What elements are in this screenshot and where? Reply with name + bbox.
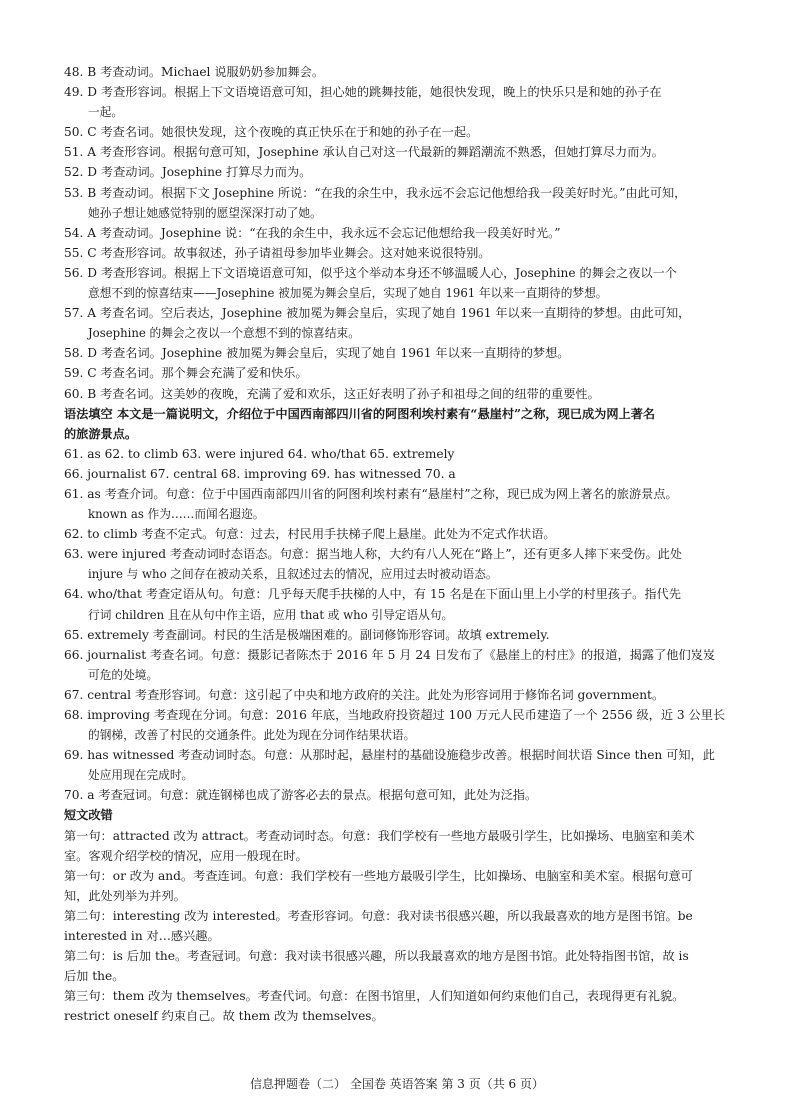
answer-line: 第一句：attracted 改为 attract。考查动词时态。句意：我们学校有一些地方最吸引学生，比如操场、电脑室和美术	[64, 828, 695, 843]
section-heading: 的旅游景点。	[64, 426, 138, 441]
answer-line: 61. as 考查介词。句意：位于中国西南部四川省的阿图利埃村素有“悬崖村”之称，现已成为网上著名的旅游景点。	[64, 486, 678, 501]
answer-line: 第三句：them 改为 themselves。考查代词。句意：在图书馆里，人们知道如何约束他们自己，表现得更有礼貌。	[64, 989, 685, 1004]
answer-line: 65. extremely 考查副词。村民的生活是极端困难的。副词修饰形容词。故填 extremely.	[64, 627, 550, 642]
answer-line: 62. to climb 考查不定式。句意：过去，村民用手扶梯子爬上悬崖。此处为不定式作状语。	[64, 527, 556, 542]
answer-line: 行词 children 且在从句中作主语，应用 that 或 who 引导定语从句。	[88, 607, 454, 622]
answer-line: 第二句：interesting 改为 interested。考查形容词。句意：我对读书很感兴趣，所以我最喜欢的地方是图书馆。be	[64, 908, 693, 923]
answer-key-body	[64, 62, 734, 1027]
answer-line: restrict oneself 约束自己。故 them 改为 themselves。	[64, 1009, 384, 1024]
answer-line: 第一句：or 改为 and。考查连词。句意：我们学校有一些地方最吸引学生，比如操场、电脑室和美术室。根据句意可	[64, 868, 693, 883]
answer-line: 52. D 考查动词。Josephine 打算尽力而为。	[64, 165, 312, 180]
answer-line: 49. D 考查形容词。根据上下文语境语意可知，担心她的跳舞技能，她很快发现，晚上的快乐只是和她的孙子在	[64, 85, 662, 100]
answer-line: 意想不到的惊喜结束——Josephine 被加冕为舞会皇后，实现了她自 1961 年以来一直期待的梦想。	[88, 286, 608, 301]
answer-line: 68. improving 考查现在分词。句意：2016 年底，当地政府投资超过 100 万元人民币建造了一个 2556 级，近 3 公里长	[64, 708, 726, 722]
answer-line: 54. A 考查动词。Josephine 说：“在我的余生中，我永远不会忘记他想给我一段美好时光。”	[64, 225, 561, 240]
answer-line: 69. has witnessed 考查动词时态。句意：从那时起，悬崖村的基础设施稳步改善。根据时间状语 Since then 可知，此	[64, 748, 715, 763]
answer-line: 56. D 考查形容词。根据上下文语境语意可知，似乎这个举动本身还不够温暖人心，Josephine 的舞会之夜以一个	[64, 265, 677, 280]
answer-line: interested in 对…感兴趣。	[64, 929, 220, 944]
answer-line: 可危的处境。	[88, 667, 159, 682]
answer-line: 61. as 62. to climb 63. were injured 64. who/that 65. extremely	[64, 446, 455, 461]
answer-line: 55. C 考查形容词。故事叙述，孙子请祖母参加毕业舞会。这对她来说很特别。	[64, 245, 491, 260]
answer-line: 64. who/that 考查定语从句。句意：几乎每天爬手扶梯的人中，有 15 名是在下面山里上小学的村里孩子。指代先	[64, 587, 681, 602]
answer-line: 处应用现在完成时。	[88, 768, 194, 783]
answer-line: 50. C 考查名词。她很快发现，这个夜晚的真正快乐在于和她的孙子在一起。	[64, 125, 479, 140]
answer-line: 66. journalist 考查名词。句意：摄影记者陈杰于 2016 年 5 月 24 日发布了《悬崖上的村庄》的报道，揭露了他们岌岌	[64, 647, 716, 662]
answer-line: injure 与 who 之间存在被动关系，且叙述过去的情况，应用过去时被动语态。	[88, 567, 498, 582]
answer-line: 知，此处列举为并列。	[64, 888, 186, 903]
answer-line: 一起。	[88, 105, 124, 120]
answer-line: 她孙子想让她感觉特别的愿望深深打动了她。	[88, 205, 322, 220]
answer-line: 60. B 考查名词。这美妙的夜晚，充满了爱和欢乐，这正好表明了孙子和祖母之间的纽带的重要性。	[64, 386, 600, 401]
answer-line: 59. C 考查名词。那个舞会充满了爱和快乐。	[64, 366, 308, 381]
section-heading: 语法填空 本文是一篇说明文，介绍位于中国西南部四川省的阿图利埃村素有“悬崖村”之称，现已成为网上著名	[64, 406, 656, 421]
answer-line: known as 作为……而闻名遐迩。	[88, 507, 265, 522]
answer-line: 48. B 考查动词。Michael 说服奶奶参加舞会。	[64, 65, 325, 79]
section-heading: 短文改错	[64, 808, 113, 823]
answer-line: 的钢梯，改善了村民的交通条件。此处为现在分词作结果状语。	[88, 728, 416, 743]
answer-line: 70. a 考查冠词。句意：就连钢梯也成了游客必去的景点。根据句意可知，此处为泛指。	[64, 788, 538, 803]
answer-line: 53. B 考查动词。根据下文 Josephine 所说：“在我的余生中，我永远不会忘记他想给我一段美好时光。”由此可知，	[64, 185, 687, 200]
answer-line: 67. central 考查形容词。句意：这引起了中央和地方政府的关注。此处为形容词用于修饰名词 government。	[64, 687, 665, 702]
answer-line: 室。客观介绍学校的情况，应用一般现在时。	[64, 848, 308, 863]
answer-line: 第二句：is 后加 the。考查冠词。句意：我对读书很感兴趣，所以我最喜欢的地方是图书馆。此处特指图书馆，故 is	[64, 949, 689, 964]
answer-line: 51. A 考查形容词。根据句意可知，Josephine 承认自己对这一代最新的舞蹈潮流不熟悉，但她打算尽力而为。	[64, 145, 664, 160]
answer-line: 63. were injured 考查动词时态语态。句意：据当地人称，大约有八人死在“路上”，还有更多人摔下来受伤。此处	[64, 547, 683, 562]
answer-line: 后加 the。	[64, 969, 125, 984]
answer-line: 66. journalist 67. central 68. improving 69. has witnessed 70. a	[64, 466, 456, 481]
page-footer: 信息押题卷（二） 全国卷 英语答案 第 3 页（共 6 页）	[250, 1077, 544, 1091]
answer-line: 57. A 考查名词。空后表达，Josephine 被加冕为舞会皇后，实现了她自 1961 年以来一直期待的梦想。由此可知，	[64, 306, 691, 321]
answer-line: 58. D 考查名词。Josephine 被加冕为舞会皇后，实现了她自 1961 年以来一直期待的梦想。	[64, 346, 570, 361]
answer-line: Josephine 的舞会之夜以一个意想不到的惊喜结束。	[88, 326, 360, 341]
